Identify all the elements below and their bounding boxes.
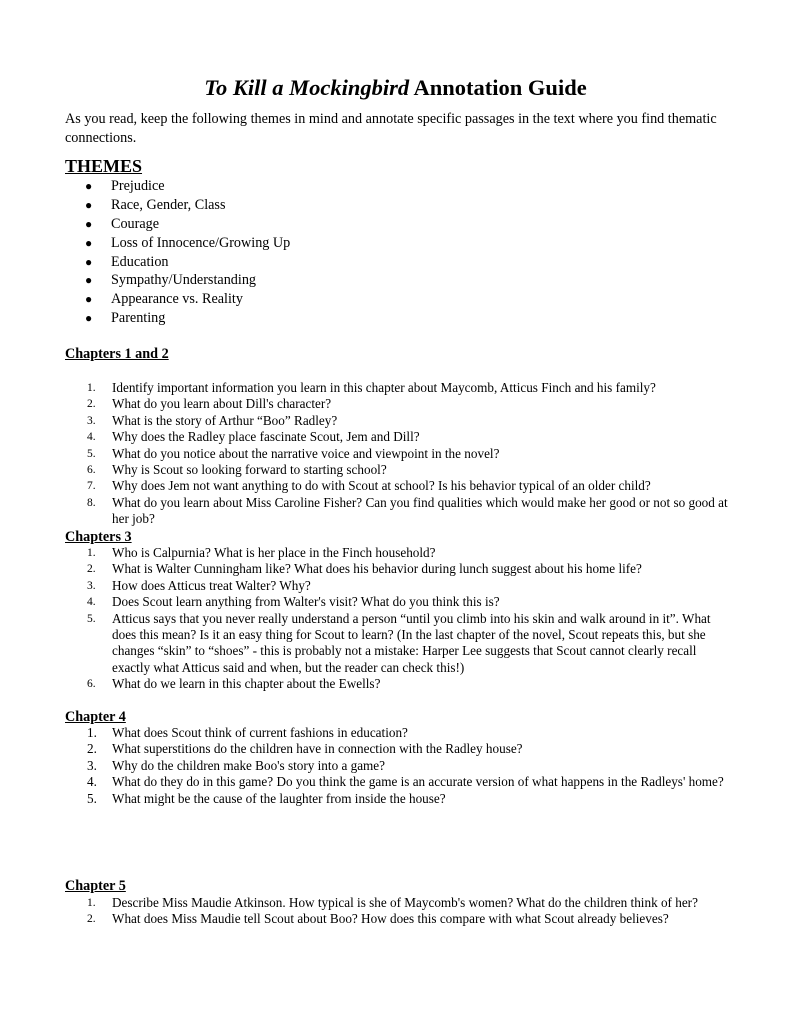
question-item — [65, 561, 735, 577]
bullet-icon: ● — [85, 235, 93, 250]
question-text: Why is Scout so looking forward to starting school? — [112, 462, 387, 478]
theme-label: Sympathy/Understanding — [111, 272, 257, 289]
question-text: What do you learn about Dill's character? — [112, 396, 332, 412]
bullet-icon: ● — [85, 292, 93, 307]
section-heading-chapters-1-2: Chapters 1 and 2 — [65, 346, 169, 362]
question-text: Does Scout learn anything from Walter's visit? What do you think this is? — [112, 594, 500, 610]
question-text: What do we learn in this chapter about the Ewells? — [112, 676, 381, 692]
question-text: What do they do in this game? Do you think the game is an accurate version of what happens in the Radleys' home? — [112, 774, 724, 790]
question-item — [65, 462, 735, 478]
question-text: What does Scout think of current fashions in education? — [112, 725, 408, 740]
bullet-icon: ● — [85, 216, 93, 231]
question-number: 4. — [87, 774, 97, 790]
question-item — [65, 611, 735, 677]
theme-item — [85, 177, 290, 196]
themes-heading: THEMES — [65, 156, 143, 176]
question-item — [65, 791, 735, 807]
question-number: 7. — [87, 480, 96, 493]
question-item — [65, 446, 735, 462]
title-italic: To Kill a Mockingbird — [204, 75, 410, 100]
question-item — [65, 545, 735, 561]
question-text: What might be the cause of the laughter from inside the house? — [112, 790, 446, 806]
question-text: Identify important information you learn in this chapter about Maycomb, Atticus Finch and his family? — [112, 380, 656, 395]
question-item — [65, 758, 735, 774]
question-item — [65, 578, 735, 594]
theme-label: Education — [111, 253, 169, 270]
question-number: 4. — [87, 431, 96, 444]
question-item — [65, 396, 735, 412]
question-number: 6. — [87, 464, 96, 477]
question-number: 1. — [87, 382, 96, 394]
title-rest: Annotation Guide — [409, 75, 587, 100]
question-item — [65, 725, 735, 741]
question-item — [65, 429, 735, 445]
theme-label: Prejudice — [111, 178, 165, 194]
question-list-chapter-3 — [65, 545, 735, 693]
question-list-chapter-5 — [65, 895, 735, 928]
question-item — [65, 478, 735, 494]
question-list-chapters-1-2 — [65, 380, 735, 528]
question-text: How does Atticus treat Walter? Why? — [112, 577, 311, 593]
intro-paragraph: As you read, keep the following themes in mind and annotate specific passages in the text where you find thematic connections. — [65, 111, 717, 146]
theme-label: Parenting — [111, 310, 166, 327]
question-item — [65, 594, 735, 610]
question-text: Who is Calpurnia? What is her place in the Finch household? — [112, 545, 436, 560]
bullet-icon: ● — [85, 311, 93, 326]
question-text: What does Miss Maudie tell Scout about Boo? How does this compare with what Scout already believes? — [112, 911, 669, 927]
question-item — [65, 911, 735, 927]
section-heading-chapter-4: Chapter 4 — [65, 709, 126, 725]
question-number: 5. — [87, 447, 96, 460]
question-number: 2. — [87, 741, 97, 757]
section-heading-chapter-3: Chapters 3 — [65, 529, 132, 545]
theme-item — [85, 253, 290, 272]
theme-item — [85, 309, 290, 328]
question-number: 1. — [87, 725, 97, 740]
question-item — [65, 495, 735, 528]
question-text: What do you learn about Miss Caroline Fisher? Can you find qualities which would make her good or not so good at her job? — [112, 494, 728, 527]
question-item — [65, 676, 735, 692]
question-number: 6. — [87, 678, 96, 691]
question-text: Why does Jem not want anything to do with Scout at school? Is his behavior typical of an older child? — [112, 478, 651, 494]
bullet-icon: ● — [85, 179, 93, 193]
question-number: 5. — [87, 612, 96, 625]
question-item — [65, 380, 735, 396]
question-text: What is the story of Arthur “Boo” Radley? — [112, 412, 338, 428]
question-text: What is Walter Cunningham like? What does his behavior during lunch suggest about his home life? — [112, 561, 642, 577]
question-text: Why does the Radley place fascinate Scout, Jem and Dill? — [112, 429, 420, 445]
question-number: 1. — [87, 897, 96, 909]
bullet-icon: ● — [85, 254, 93, 269]
bullet-icon: ● — [85, 273, 93, 288]
question-number: 2. — [87, 913, 96, 926]
question-list-chapter-4 — [65, 725, 735, 807]
section-heading-chapter-5: Chapter 5 — [65, 878, 126, 894]
page-title — [0, 74, 791, 102]
bullet-icon: ● — [85, 197, 93, 212]
question-number: 2. — [87, 563, 96, 576]
question-number: 3. — [87, 414, 96, 427]
question-text: What do you notice about the narrative voice and viewpoint in the novel? — [112, 445, 500, 461]
question-number: 2. — [87, 398, 96, 411]
theme-label: Courage — [111, 215, 160, 232]
question-text: Why do the children make Boo's story into a game? — [112, 757, 386, 773]
question-number: 3. — [87, 579, 96, 592]
question-text: What superstitions do the children have in connection with the Radley house? — [112, 741, 523, 757]
themes-list — [85, 177, 290, 328]
question-number: 1. — [87, 547, 96, 559]
theme-item — [85, 215, 290, 234]
theme-item — [85, 290, 290, 309]
theme-item — [85, 271, 290, 290]
question-item — [65, 741, 735, 757]
question-number: 4. — [87, 596, 96, 609]
question-number: 5. — [87, 790, 97, 806]
theme-label: Appearance vs. Reality — [111, 291, 243, 308]
question-text: Describe Miss Maudie Atkinson. How typical is she of Maycomb's women? What do the children think of her? — [112, 895, 698, 910]
question-item — [65, 413, 735, 429]
question-text: Atticus says that you never really understand a person “until you climb into his skin and walk around in it”. What does this mean? Is it an easy thing for Scout to learn? (In the last chapter of the novel, Scout repeats this, but she changes “skin” to “shoes” - this is probably not a mistake: Harper Lee suggests that Scout cannot clearly recall exactly what Atticus said and when, but the reader can check this!) — [112, 610, 711, 675]
theme-item — [85, 234, 290, 253]
question-number: 8. — [87, 496, 96, 509]
theme-label: Race, Gender, Class — [111, 196, 226, 213]
question-item — [65, 774, 735, 790]
theme-item — [85, 196, 290, 215]
question-item — [65, 895, 735, 911]
question-number: 3. — [87, 757, 97, 773]
theme-label: Loss of Innocence/Growing Up — [111, 234, 291, 251]
